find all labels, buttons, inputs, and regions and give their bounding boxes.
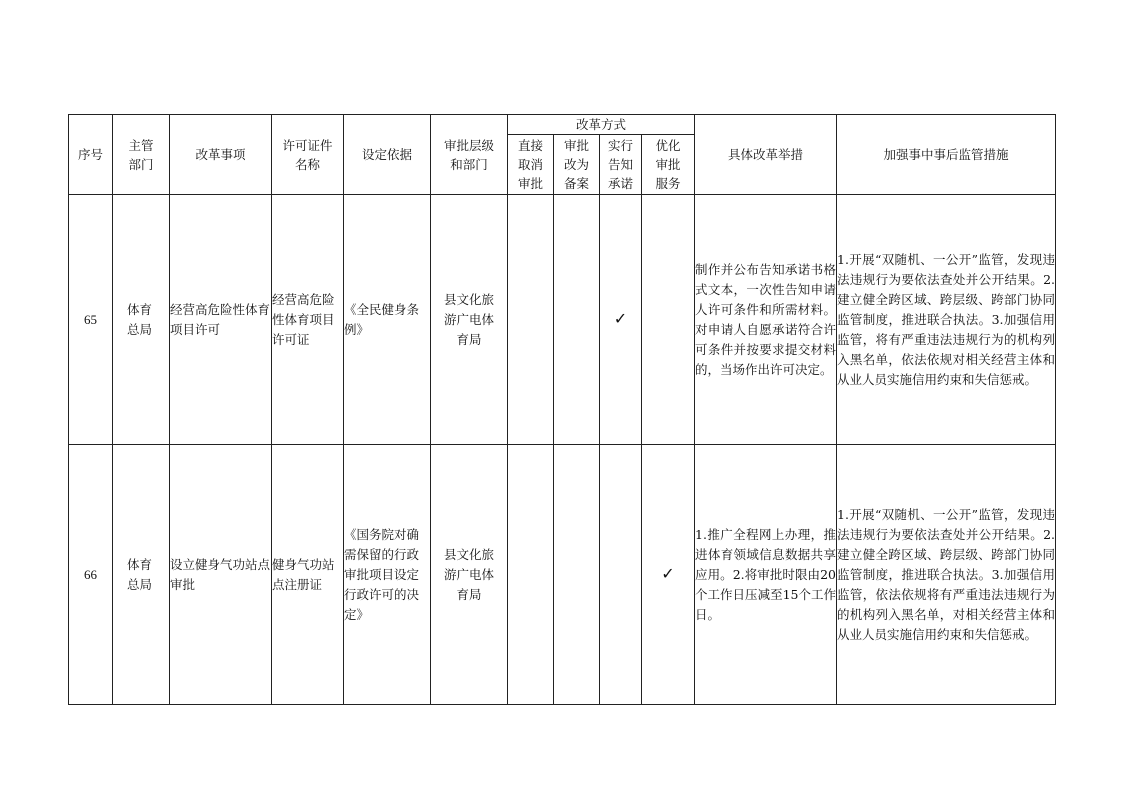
header-seq: 序号 xyxy=(69,115,113,195)
row-seq-text: 65 xyxy=(84,311,97,327)
header-measures: 具体改革举措 xyxy=(695,115,837,195)
row-method-commit xyxy=(600,445,642,705)
header-method-cancel xyxy=(508,135,554,195)
header-basis: 设定依据 xyxy=(344,115,431,195)
row-dept-text: 体育总局 xyxy=(127,556,153,592)
row-seq xyxy=(69,195,113,445)
row-measures xyxy=(695,445,837,705)
row-dept xyxy=(113,195,170,445)
row-method-optimize xyxy=(642,445,695,705)
header-level xyxy=(431,115,508,195)
row-measures xyxy=(695,195,837,445)
header-method-filing-text: 审批改为备案 xyxy=(563,138,589,191)
row-measures-text: 1.推广全程网上办理，推进体育领域信息数据共享应用。2.将审批时限由20个工作日压减至15个工作日。 xyxy=(695,526,837,622)
row-level xyxy=(431,445,508,705)
table-row xyxy=(69,195,1056,445)
row-item-text: 设立健身气功站点审批 xyxy=(170,556,271,592)
check-icon: ✓ xyxy=(613,309,628,328)
header-method-optimize-text: 优化审批服务 xyxy=(655,138,681,191)
header-method-group: 改革方式 xyxy=(508,115,695,135)
row-basis-text: 《全民健身条例》 xyxy=(344,301,420,337)
row-basis-text: 《国务院对确需保留的行政审批项目设定行政许可的决定》 xyxy=(344,526,420,622)
header-supervision: 加强事中事后监管措施 xyxy=(837,115,1056,195)
row-item xyxy=(170,445,272,705)
row-level-text: 县文化旅游广电体育局 xyxy=(443,546,494,602)
header-dept xyxy=(113,115,170,195)
row-method-commit xyxy=(600,195,642,445)
row-license xyxy=(272,195,344,445)
row-method-filing xyxy=(554,445,600,705)
row-basis xyxy=(344,445,431,705)
header-method-commit xyxy=(600,135,642,195)
row-method-cancel xyxy=(508,445,554,705)
row-method-filing xyxy=(554,195,600,445)
table-row xyxy=(69,445,1056,705)
header-license xyxy=(272,115,344,195)
reform-table xyxy=(68,114,1056,705)
row-level-text: 县文化旅游广电体育局 xyxy=(443,291,494,347)
row-dept-text: 体育总局 xyxy=(127,301,153,337)
row-item-text: 经营高危险性体育项目许可 xyxy=(170,301,271,337)
row-license-text: 健身气功站点注册证 xyxy=(272,556,335,592)
row-method-cancel xyxy=(508,195,554,445)
header-method-filing xyxy=(554,135,600,195)
header-dept-text: 主管部门 xyxy=(128,137,154,172)
header-method-cancel-text: 直接取消审批 xyxy=(517,138,543,191)
header-method-optimize xyxy=(642,135,695,195)
row-seq xyxy=(69,445,113,705)
row-measures-text: 制作并公布告知承诺书格式文本，一次性告知申请人许可条件和所需材料。对申请人自愿承诺符合许可条件并按要求提交材料的，当场作出许可决定。 xyxy=(695,261,837,377)
row-basis xyxy=(344,195,431,445)
row-item xyxy=(170,195,272,445)
row-supervision xyxy=(837,445,1056,705)
check-icon: ✓ xyxy=(661,564,675,583)
row-license-text: 经营高危险性体育项目许可证 xyxy=(272,291,335,347)
row-supervision-text: 1.开展“双随机、一公开”监管，发现违法违规行为要依法查处并公开结果。2.建立健全跨区域、跨层级、跨部门协同监管制度，推进联合执法。3.加强信用监管，将有严重违法违规行为的机构列入黑名单，依法依规对相关经营主体和从业人员实施信用约束和失信惩戒。 xyxy=(837,251,1056,387)
header-item: 改革事项 xyxy=(170,115,272,195)
row-seq-text: 66 xyxy=(84,566,97,582)
row-level xyxy=(431,195,508,445)
row-method-optimize xyxy=(642,195,695,445)
header-level-text: 审批层级和部门 xyxy=(443,137,494,172)
header-method-commit-text: 实行告知承诺 xyxy=(607,138,633,191)
row-supervision xyxy=(837,195,1056,445)
row-license xyxy=(272,445,344,705)
row-dept xyxy=(113,445,170,705)
header-license-text: 许可证件名称 xyxy=(282,137,333,172)
row-supervision-text: 1.开展“双随机、一公开”监管，发现违法违规行为要依法查处并公开结果。2.建立健全跨区域、跨层级、跨部门协同监管制度，推进联合执法。3.加强信用监管，依法依规将有严重违法违规行为的机构列入黑名单，对相关经营主体和从业人员实施信用约束和失信惩戒。 xyxy=(837,506,1056,642)
